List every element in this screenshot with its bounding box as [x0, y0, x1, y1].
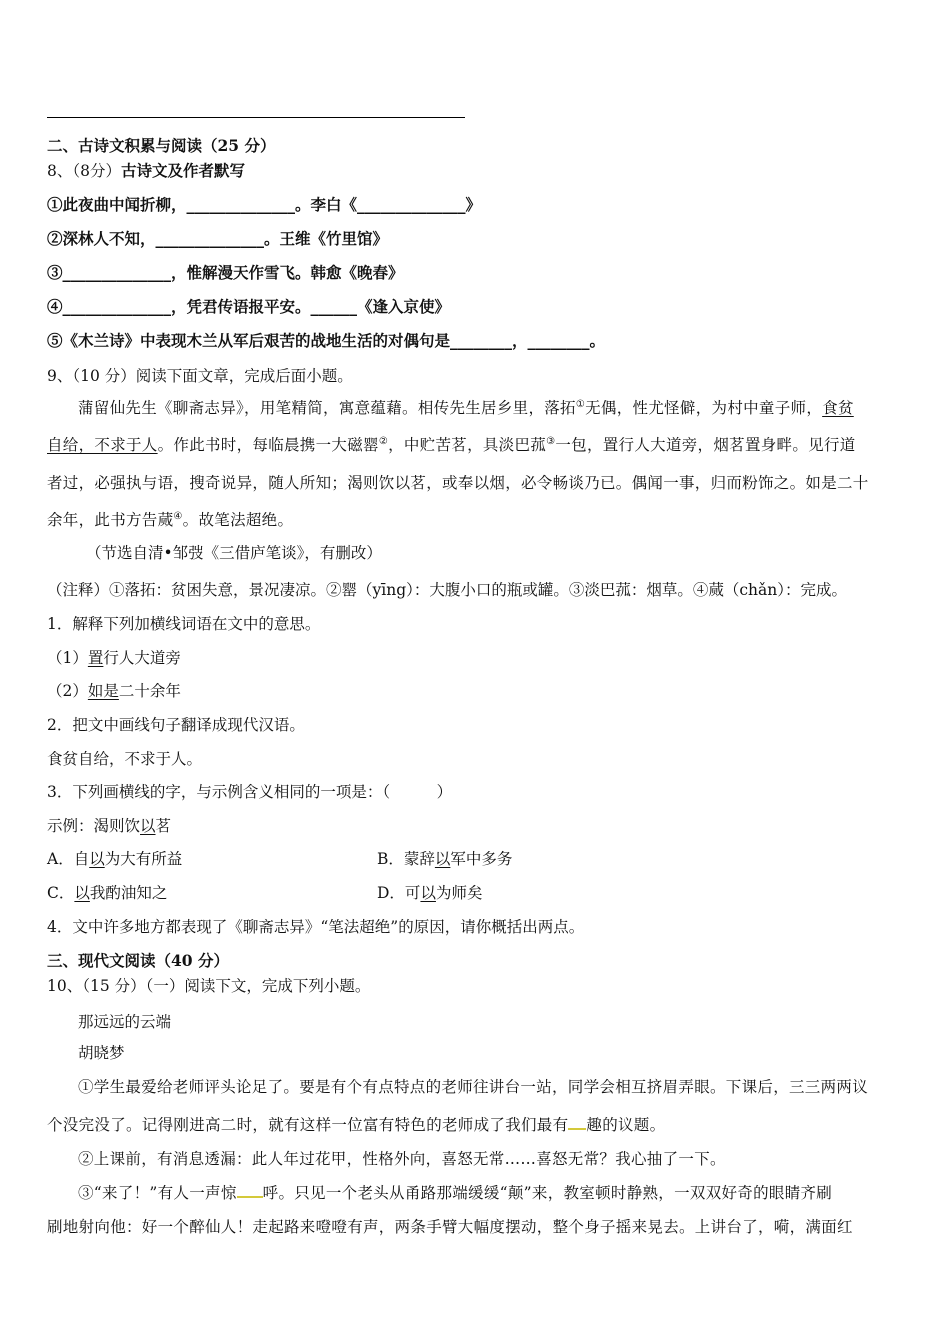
- option-c[interactable]: C．以我酌油知之: [47, 884, 168, 902]
- passage-source: （节选自清•邹弢《三借庐笔谈》，有删改）: [86, 544, 382, 562]
- fill-blank[interactable]: ______________: [186, 195, 296, 214]
- q10-header: 10、（15 分）（一）阅读下文，完成下列小题。: [47, 977, 371, 995]
- fill-blank[interactable]: ________: [527, 331, 590, 350]
- sub-question-4: 4．文中许多地方都表现了《聊斋志异》“笔法超绝”的原因，请你概括出两点。: [47, 918, 585, 936]
- article-para-3-line-2: 刷地射向他：好一个醉仙人！走起路来噔噔有声，两条手臂大幅度摆动，整个身子摇来晃去。上讲台了，嗬，满面红: [47, 1218, 853, 1236]
- footnotes: （注释）①落拓：贫困失意，景况凄凉。②罂（yīng）：大腹小口的瓶或罐。③淡巴菰：烟草。④蒇（chǎn）：完成。: [47, 581, 848, 599]
- fill-blank[interactable]: [568, 1114, 586, 1130]
- section3-heading: 三、现代文阅读（40 分）: [47, 951, 229, 970]
- section2-heading: 二、古诗文积累与阅读（25 分）: [47, 136, 276, 155]
- q8-header: 8、（8分）古诗文及作者默写: [47, 161, 246, 180]
- article-para-3-line-1: ③“来了！”有人一声惊 呼。只见一个老头从甬路那端缓缓“颠”来，教室顿时静熟，一双双好奇的眼睛齐刷: [78, 1184, 833, 1202]
- sub-question-2-text: 食贫自给，不求于人。: [47, 750, 203, 768]
- q8-item-4: ④______________，凭君传语报平安。______《逢入京使》: [47, 297, 451, 316]
- q8-item-5: ⑤《木兰诗》中表现木兰从军后艰苦的战地生活的对偶句是________，________。: [47, 331, 606, 350]
- article-para-2: ②上课前，有消息透漏：此人年过花甲，性格外向，喜怒无常……喜怒无常？我心抽了一下。: [78, 1150, 726, 1168]
- q8-item-2: ②深林人不知，______________。王维《竹里馆》: [47, 229, 389, 248]
- sub-question-1-1: （1）置行人大道旁: [47, 649, 181, 667]
- fill-blank[interactable]: ______: [310, 297, 358, 316]
- sub-question-1-2: （2）如是二十余年: [47, 682, 181, 700]
- fill-blank[interactable]: [237, 1182, 263, 1198]
- passage-line-4: 余年，此书方告蒇④。故笔法超绝。: [47, 510, 294, 529]
- passage-line-2: 自给，不求于人。作此书时，每临晨携一大磁罂②，中贮苦茗，具淡巴菰③一包，置行人大道旁，烟茗置身畔。见行道: [47, 435, 856, 454]
- article-author: 胡晓梦: [78, 1044, 125, 1062]
- fill-blank[interactable]: ______________: [155, 229, 265, 248]
- q8-item-1: ①此夜曲中闻折柳，______________。李白《______________》: [47, 195, 482, 214]
- q9-header: 9、（10 分）阅读下面文章，完成后面小题。: [47, 367, 353, 385]
- sub-question-3-example: 示例：渴则饮以茗: [47, 817, 172, 835]
- sub-question-1: 1．解释下列加横线词语在文中的意思。: [47, 615, 321, 633]
- article-para-1-line-2: 个没完没了。记得刚进高二时，就有这样一位富有特色的老师成了我们最有 趣的议题。: [47, 1116, 666, 1134]
- answer-rule: [47, 117, 465, 118]
- fill-blank[interactable]: ________: [450, 331, 513, 350]
- sub-question-3: 3．下列画横线的字，与示例含义相同的一项是：（ ）: [47, 783, 453, 801]
- passage-line-1: 蒲留仙先生《聊斋志异》，用笔精简，寓意蕴藉。相传先生居乡里，落拓①无偶，性尤怪僻，为村中童子师，食贫: [78, 398, 854, 417]
- option-d[interactable]: D．可以为师矣: [377, 884, 483, 902]
- article-para-1-line-1: ①学生最爱给老师评头论足了。要是有个有点特点的老师往讲台一站，同学会相互挤眉弄眼。下课后，三三两两议: [78, 1078, 869, 1096]
- fill-blank[interactable]: ______________: [62, 263, 172, 282]
- fill-blank[interactable]: ______________: [62, 297, 172, 316]
- option-b[interactable]: B．蒙辞以军中多务: [377, 850, 513, 868]
- fill-blank[interactable]: ______________: [357, 195, 466, 214]
- passage-line-3: 者过，必强执与语，搜奇说异，随人所知；渴则饮以茗，或奉以烟，必令畅谈乃已。偶闻一事，归而粉饰之。如是二十: [47, 474, 869, 492]
- article-title: 那远远的云端: [78, 1013, 172, 1031]
- sub-question-2: 2．把文中画线句子翻译成现代汉语。: [47, 716, 305, 734]
- q8-item-3: ③______________，惟解漫天作雪飞。韩愈《晚春》: [47, 263, 404, 282]
- option-a[interactable]: A．自以为大有所益: [47, 850, 183, 868]
